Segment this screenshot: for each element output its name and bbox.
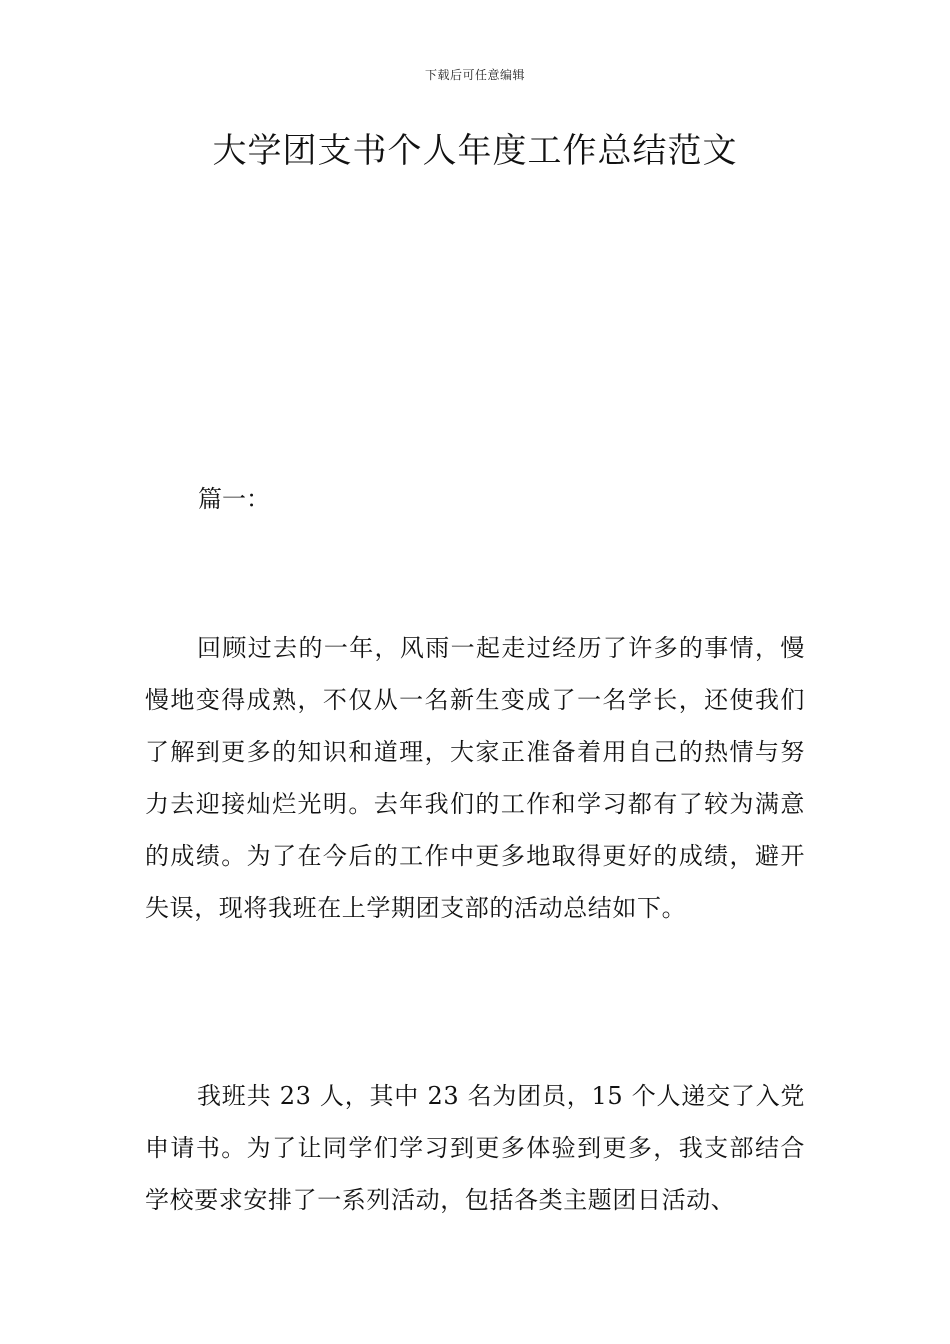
body-paragraph-2: 我班共 23 人，其中 23 名为团员，15 个人递交了入党申请书。为了让同学们学习到更多体验到更多，我支部结合学校要求安排了一系列活动，包括各类主题团日活动、 xyxy=(145,1082,805,1214)
section-label: 篇一： xyxy=(198,485,270,513)
body-paragraph-1: 回顾过去的一年，风雨一起走过经历了许多的事情，慢慢地变得成熟，不仅从一名新生变成了一名学长，还使我们了解到更多的知识和道理，大家正准备着用自己的热情与努力去迎接灿烂光明。去年我们的工作和学习都有了较为满意的成绩。为了在今后的工作中更多地取得更好的成绩，避开失误，现将我班在上学期团支部的活动总结如下。 xyxy=(145,634,805,922)
document-title: 大学团支书个人年度工作总结范文 xyxy=(212,131,738,171)
header-note: 下载后可任意编辑 xyxy=(424,68,525,82)
